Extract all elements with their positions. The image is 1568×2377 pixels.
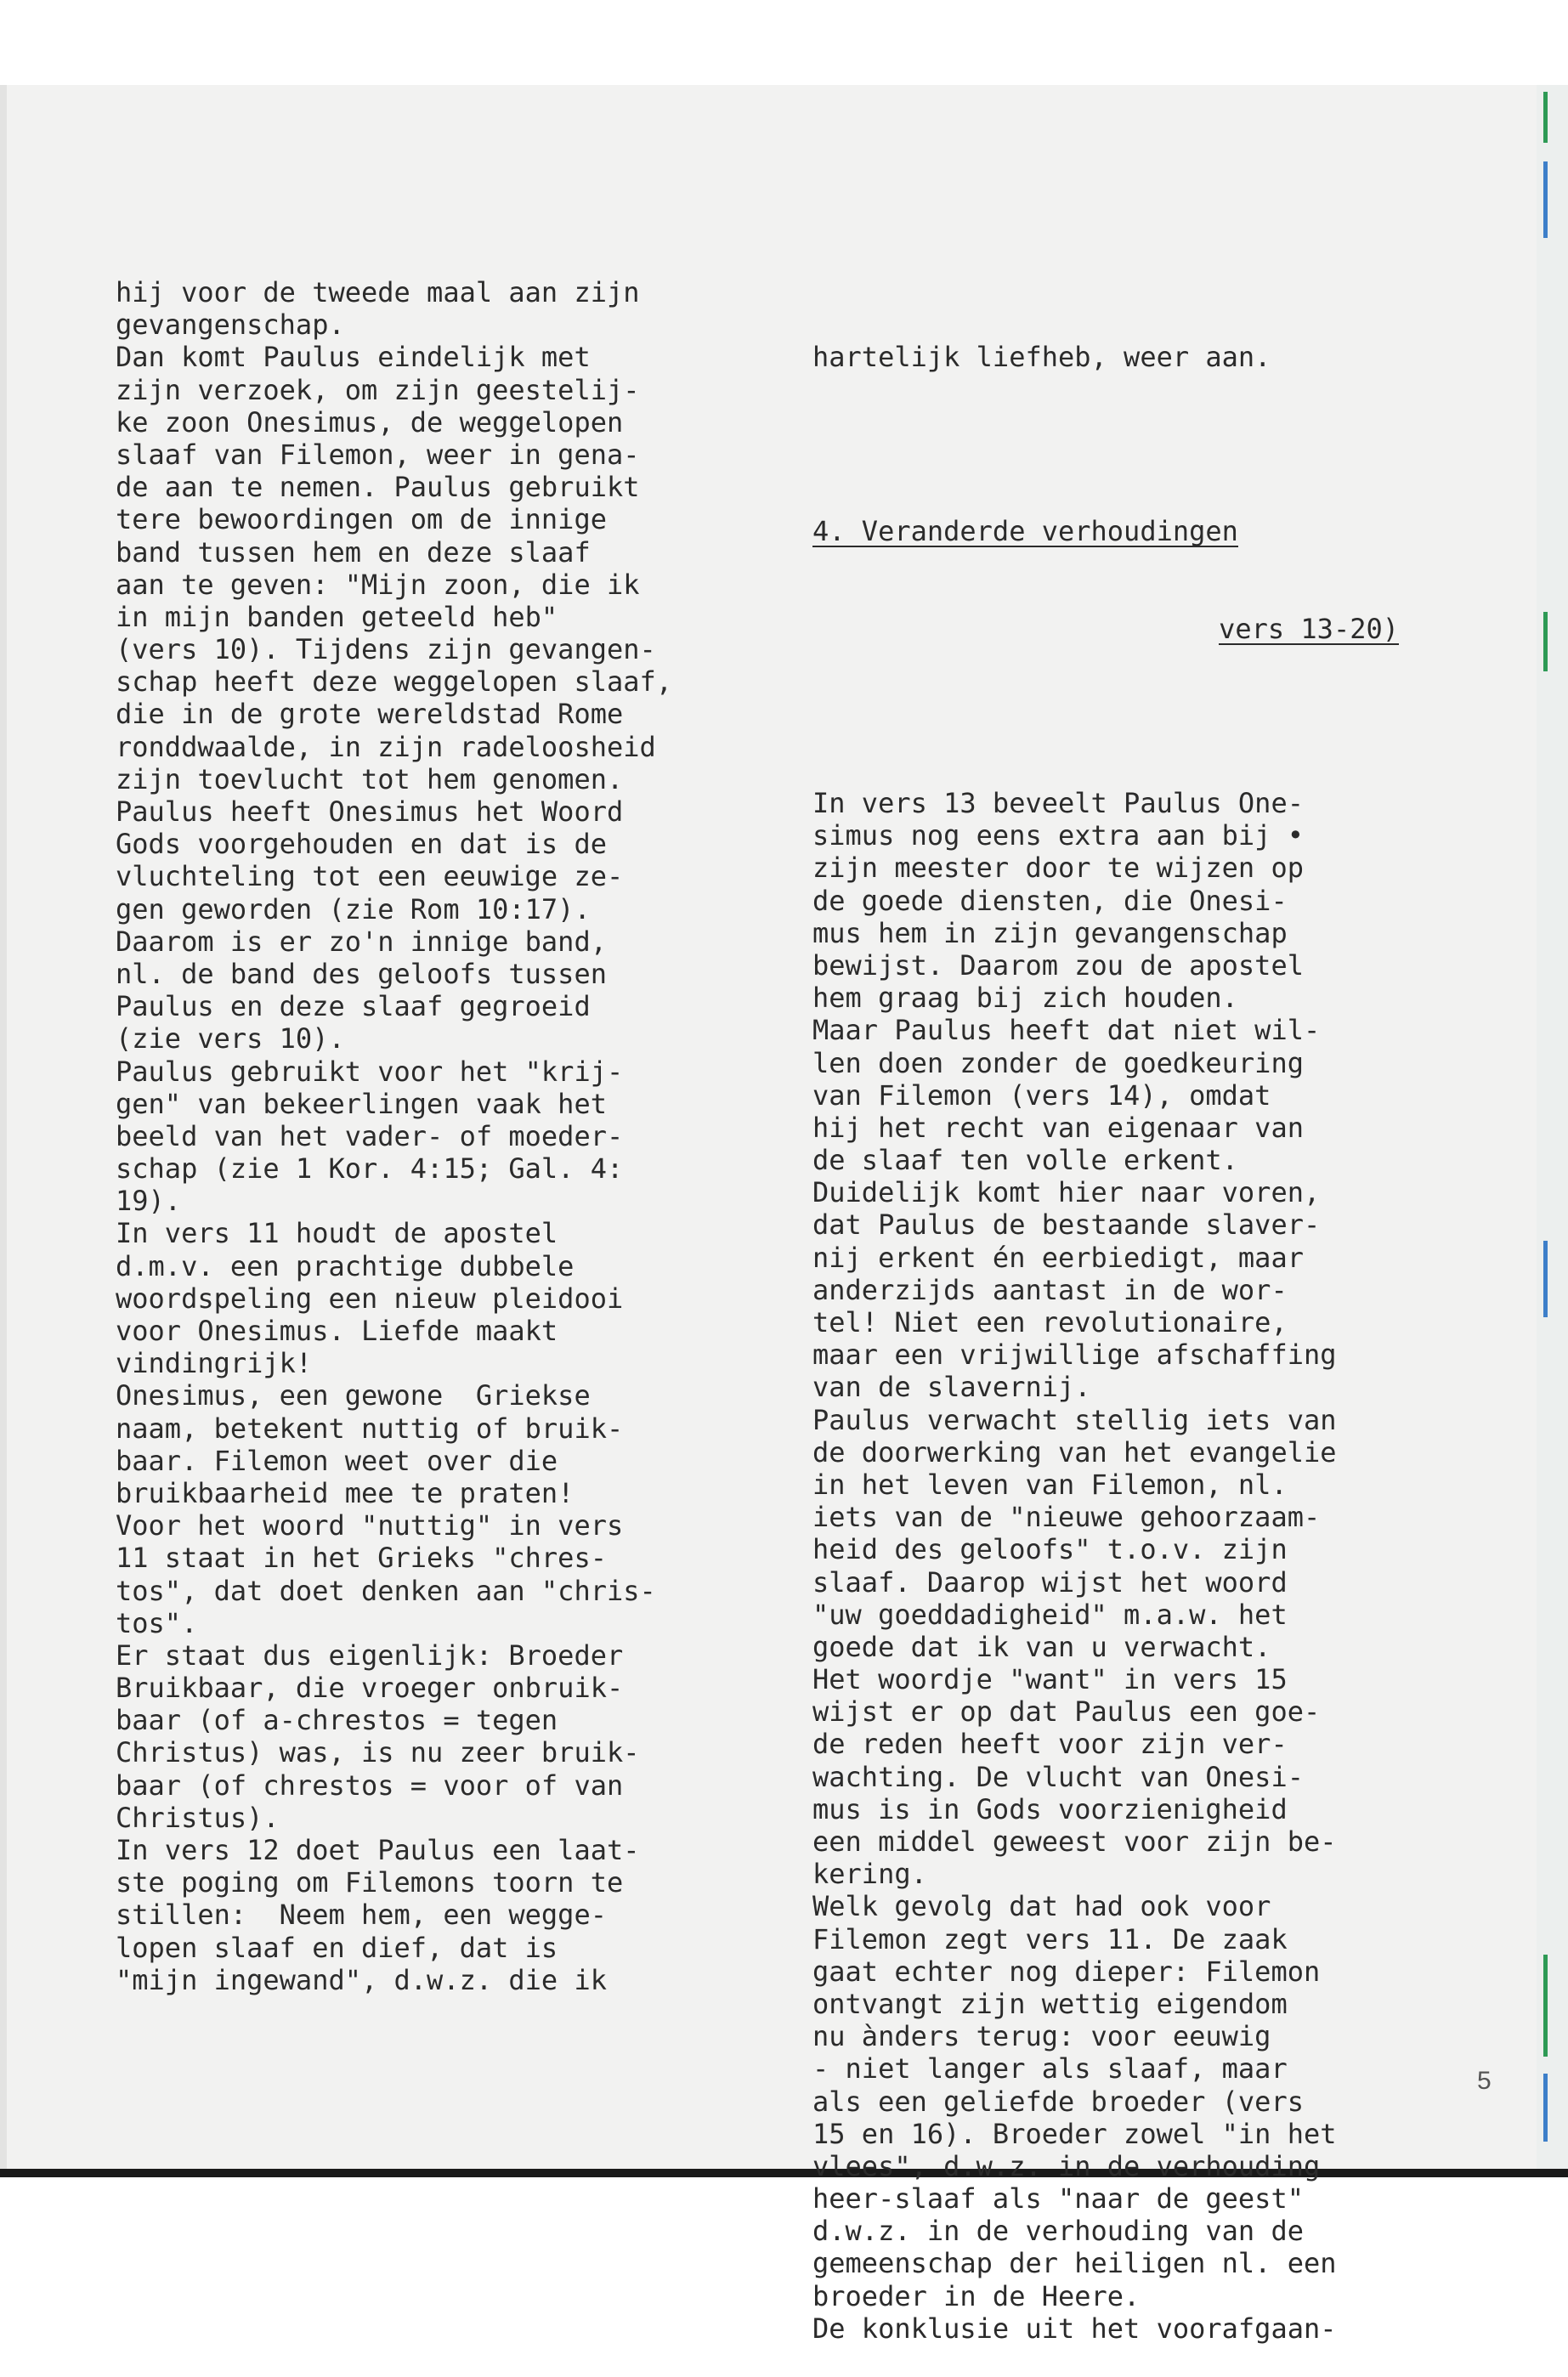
text-line: lopen slaaf en dief, dat is <box>116 1931 558 1964</box>
text-line: nl. de band des geloofs tussen <box>116 957 607 990</box>
text-line: Duidelijk komt hier naar voren, <box>812 1176 1321 1209</box>
text-line: 19). <box>116 1185 182 1218</box>
text-line: in het leven van Filemon, nl. <box>812 1468 1288 1501</box>
text-line: ste poging om Filemons toorn te <box>116 1866 624 1899</box>
text-line: gevangenschap. <box>116 308 345 342</box>
text-line: mus hem in zijn gevangenschap <box>812 916 1288 949</box>
text-line: ke zoon Onesimus, de weggelopen <box>116 405 624 439</box>
text-line: Paulus heeft Onesimus het Woord <box>116 795 624 828</box>
text-line: d.m.v. een prachtige dubbele <box>116 1249 575 1282</box>
text-line: 11 staat in het Grieks "chres- <box>116 1542 607 1575</box>
text-line: baar. Filemon weet over die <box>116 1444 558 1477</box>
text-line: (zie vers 10). <box>116 1022 345 1056</box>
text-line: Voor het woord "nuttig" in vers <box>116 1509 624 1542</box>
text-line: Onesimus, een gewone Griekse <box>116 1379 591 1412</box>
text-line: "mijn ingewand", d.w.z. die ik <box>116 1963 607 1996</box>
text-line: Dan komt Paulus eindelijk met <box>116 341 591 374</box>
text-line: dat Paulus de bestaande slaver- <box>812 1208 1321 1242</box>
text-line: anderzijds aantast in de wor- <box>812 1273 1288 1306</box>
text-line: bruikbaarheid mee te praten! <box>116 1476 575 1509</box>
text-line: vindingrijk! <box>116 1347 313 1380</box>
text-line: zijn meester door te wijzen op <box>812 852 1304 885</box>
text-line: gaat echter nog dieper: Filemon <box>812 1955 1321 1988</box>
text-line: ontvangt zijn wettig eigendom <box>812 1987 1288 2020</box>
section-heading-verses: vers 13-20) <box>1219 613 1399 645</box>
text-line: nu ànders terug: voor eeuwig <box>812 2020 1271 2053</box>
text-line: heer-slaaf als "naar de geest" <box>812 2182 1304 2216</box>
heading-gap <box>812 439 1399 450</box>
text-line: schap (zie 1 Kor. 4:15; Gal. 4: <box>116 1152 624 1186</box>
text-line: Bruikbaar, die vroeger onbruik- <box>116 1672 624 1705</box>
text-line: goede dat ik van u verwacht. <box>812 1630 1271 1663</box>
text-line: In vers 11 houdt de apostel <box>116 1217 558 1250</box>
text-line: baar (of chrestos = voor of van <box>116 1769 624 1802</box>
page-number: 5 <box>1477 2067 1492 2095</box>
text-line: tel! Niet een revolutionaire, <box>812 1306 1288 1338</box>
text-line: Paulus gebruikt voor het "krij- <box>116 1055 624 1088</box>
text-line: als een geliefde broeder (vers <box>812 2085 1304 2118</box>
heading-gap-after <box>812 710 1399 722</box>
text-line: hij het recht van eigenaar van <box>812 1111 1304 1144</box>
text-line: een middel geweest voor zijn be- <box>812 1825 1337 1858</box>
text-line: gen" van bekeerlingen vaak het <box>116 1087 607 1120</box>
text-line: bewijst. Daarom zou de apostel <box>812 948 1304 982</box>
text-line: hij voor de tweede maal aan zijn <box>116 276 640 308</box>
text-line: de doorwerking van het evangelie <box>812 1435 1337 1469</box>
text-line: vlees", d.w.z. in de verhouding <box>812 2149 1321 2182</box>
text-line: Filemon zegt vers 11. De zaak <box>812 1922 1288 1955</box>
text-line: wijst er op dat Paulus een goe- <box>812 1695 1321 1729</box>
text-line: stillen: Neem hem, een wegge- <box>116 1899 607 1932</box>
text-line: Er staat dus eigenlijk: Broeder <box>116 1638 624 1672</box>
text-line: nij erkent én eerbiedigt, maar <box>812 1241 1304 1274</box>
text-line: Maar Paulus heeft dat niet wil- <box>812 1014 1321 1047</box>
text-line: In vers 13 beveelt Paulus One- <box>812 787 1304 819</box>
text-line: Paulus en deze slaaf gegroeid <box>116 990 591 1023</box>
scan-left-edge <box>0 85 7 2174</box>
text-line: Gods voorgehouden en dat is de <box>116 828 607 861</box>
text-line: Christus). <box>116 1801 280 1834</box>
right-opening-line: hartelijk liefheb, weer aan. <box>812 341 1271 374</box>
text-line: band tussen hem en deze slaaf <box>116 535 591 569</box>
text-line: de goede diensten, die Onesi- <box>812 884 1288 917</box>
section-heading-verses-row <box>812 613 1399 645</box>
text-line: maar een vrijwillige afschaffing <box>812 1338 1337 1372</box>
text-line: naam, betekent nuttig of bruik- <box>116 1412 624 1445</box>
right-column-body <box>812 787 1399 2345</box>
text-line: "uw goeddadigheid" m.a.w. het <box>812 1598 1288 1631</box>
text-line: d.w.z. in de verhouding van de <box>812 2215 1304 2248</box>
left-column <box>116 276 672 1996</box>
text-line: Het woordje "want" in vers 15 <box>812 1663 1288 1696</box>
text-line: mus is in Gods voorzienigheid <box>812 1792 1288 1825</box>
text-line: broeder in de Heere. <box>812 2279 1141 2312</box>
text-line: voor Onesimus. Liefde maakt <box>116 1315 558 1347</box>
text-line: Daarom is er zo'n innige band, <box>116 925 607 958</box>
text-line: wachting. De vlucht van Onesi- <box>812 1760 1304 1793</box>
text-line: slaaf. Daarop wijst het woord <box>812 1565 1288 1599</box>
text-line: len doen zonder de goedkeuring <box>812 1046 1304 1079</box>
section-heading-title-row <box>812 515 1399 547</box>
text-line: tos". <box>116 1606 198 1639</box>
text-line: kering. <box>812 1858 927 1891</box>
right-column <box>812 276 1399 2377</box>
text-line: van Filemon (vers 14), omdat <box>812 1078 1271 1112</box>
text-line: slaaf van Filemon, weer in gena- <box>116 438 640 471</box>
text-line: gemeenschap der heiligen nl. een <box>812 2247 1337 2280</box>
text-line: aan te geven: "Mijn zoon, die ik <box>116 568 640 601</box>
text-line: zijn toevlucht tot hem genomen. <box>116 762 624 795</box>
text-line: (vers 10). Tijdens zijn gevangen- <box>116 633 656 666</box>
section-heading-title: 4. Veranderde verhoudingen <box>812 515 1238 548</box>
text-line: hem graag bij zich houden. <box>812 982 1238 1015</box>
text-line: iets van de "nieuwe gehoorzaam- <box>812 1501 1321 1534</box>
text-line: beeld van het vader- of moeder- <box>116 1119 624 1152</box>
text-line: woordspeling een nieuw pleidooi <box>116 1282 624 1315</box>
text-line: de slaaf ten volle erkent. <box>812 1144 1238 1177</box>
text-line: Christus) was, is nu zeer bruik- <box>116 1736 640 1769</box>
text-line: van de slavernij. <box>812 1371 1091 1404</box>
text-line: simus nog eens extra aan bij • <box>812 819 1304 852</box>
text-line: schap heeft deze weggelopen slaaf, <box>116 665 673 699</box>
text-line: tere bewoordingen om de innige <box>116 503 607 536</box>
text-line: de aan te nemen. Paulus gebruikt <box>116 471 640 504</box>
text-line: de reden heeft voor zijn ver- <box>812 1728 1288 1761</box>
scan-right-strip <box>1537 85 1568 2176</box>
text-line: heid des geloofs" t.o.v. zijn <box>812 1533 1288 1566</box>
text-line: tos", dat doet denken aan "chris- <box>116 1574 656 1607</box>
text-line: gen geworden (zie Rom 10:17). <box>116 892 591 925</box>
text-line: De konklusie uit het voorafgaan- <box>812 2312 1337 2345</box>
text-line: Welk gevolg dat had ook voor <box>812 1890 1271 1923</box>
text-line: 15 en 16). Broeder zowel "in het <box>812 2117 1337 2150</box>
text-line: zijn verzoek, om zijn geestelij- <box>116 373 640 406</box>
text-line: In vers 12 doet Paulus een laat- <box>116 1834 640 1866</box>
text-line: die in de grote wereldstad Rome <box>116 698 624 731</box>
text-line: - niet langer als slaaf, maar <box>812 2052 1288 2086</box>
text-line: in mijn banden geteeld heb" <box>116 600 558 633</box>
text-line: baar (of a-chrestos = tegen <box>116 1704 558 1737</box>
text-line: vluchteling tot een eeuwige ze- <box>116 860 624 893</box>
text-line: Paulus verwacht stellig iets van <box>812 1403 1337 1436</box>
text-line: ronddwaalde, in zijn radeloosheid <box>116 730 656 763</box>
